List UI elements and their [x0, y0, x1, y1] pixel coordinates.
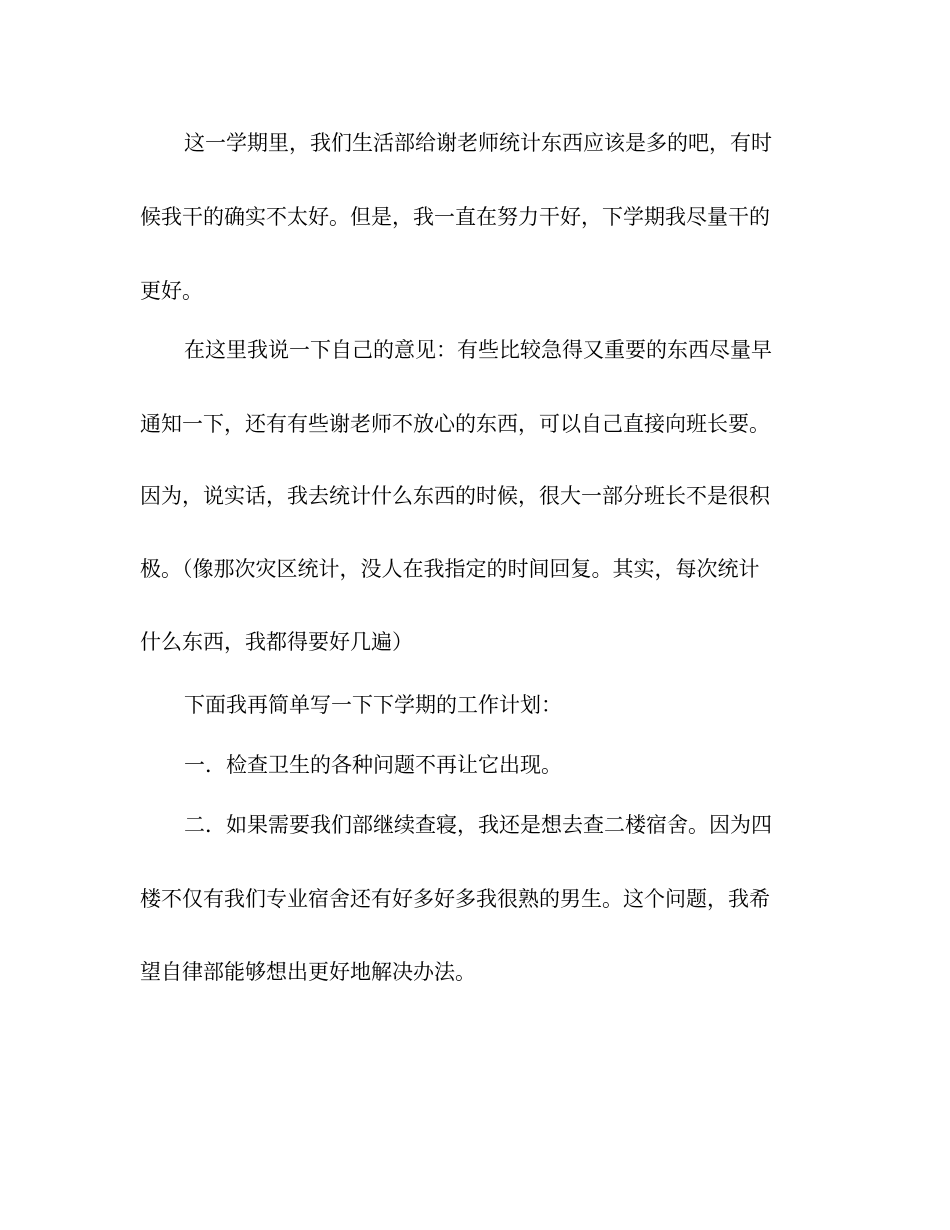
plan-item-2-line-3: 望自律部能够想出更好地解决办法。 [140, 960, 476, 984]
paragraph-2-line-4: 极。（像那次灾区统计，没人在我指定的时间回复。其实，每次统计 [140, 557, 760, 581]
paragraph-1-line-1: 这一学期里，我们生活部给谢老师统计东西应该是多的吧，有时 [184, 131, 772, 155]
plan-intro: 下面我再简单写一下下学期的工作计划： [184, 693, 562, 717]
paragraph-1-line-2: 候我干的确实不太好。但是，我一直在努力干好，下学期我尽量干的 [140, 205, 770, 229]
paragraph-2-line-2: 通知一下，还有有些谢老师不放心的东西，可以自己直接向班长要。 [140, 412, 770, 436]
paragraph-2-line-5: 什么东西，我都得要好几遍） [140, 630, 413, 654]
paragraph-2-line-3: 因为，说实话，我去统计什么东西的时候，很大一部分班长不是很积 [140, 484, 770, 508]
plan-item-1: 一．检查卫生的各种问题不再让它出现。 [184, 753, 562, 777]
plan-item-2-line-1: 二．如果需要我们部继续查寝，我还是想去查二楼宿舍。因为四 [184, 813, 772, 837]
plan-item-2-line-2: 楼不仅有我们专业宿舍还有好多好多我很熟的男生。这个问题，我希 [140, 887, 770, 911]
paragraph-2-line-1: 在这里我说一下自己的意见：有些比较急得又重要的东西尽量早 [184, 338, 772, 362]
paragraph-1-line-3: 更好。 [140, 279, 203, 303]
